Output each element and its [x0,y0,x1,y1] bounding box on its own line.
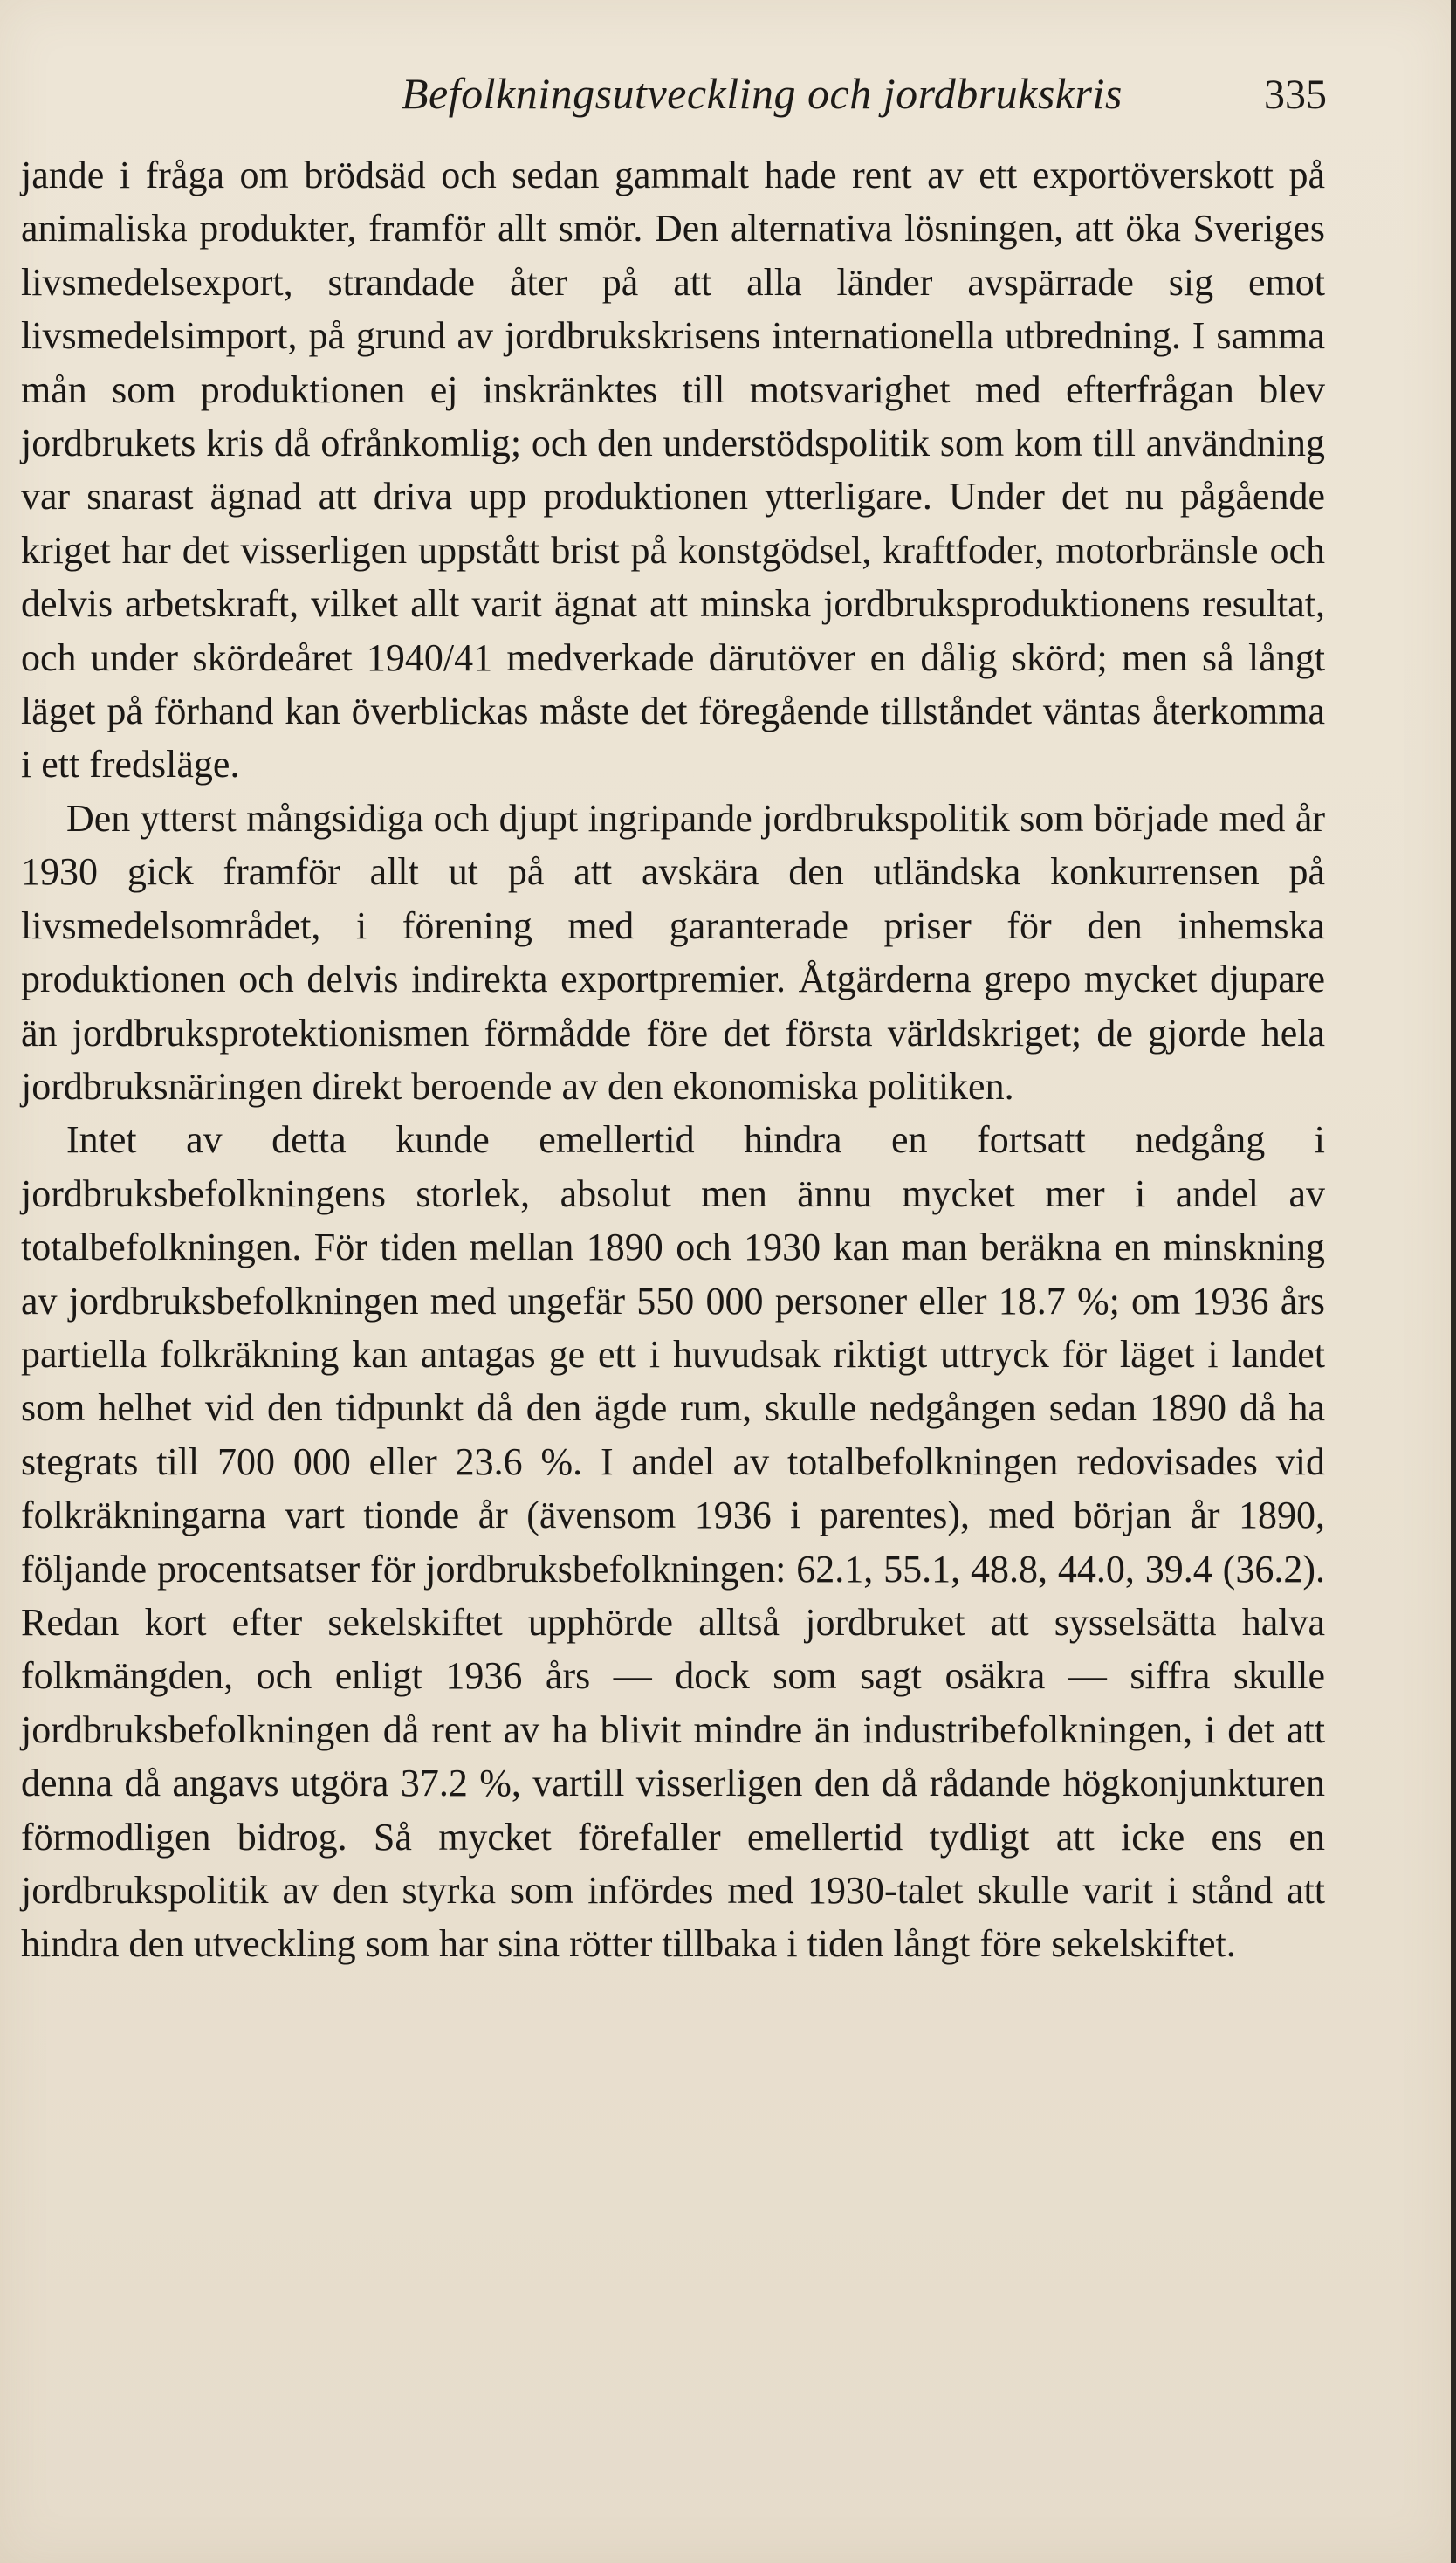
paragraph-2: Den ytterst mångsidiga och djupt ingripande jordbrukspolitik som började med år 1930 gick framför allt ut på att avskära den utländska konkurrensen på livsmedelsområdet, i förening med garanterade priser för den inhemska produktionen och delvis indirekta exportpremier. Åtgärderna grepo mycket djupare än jordbruksprotektionismen förmådde före det första världskriget; de gjorde hela jordbruksnäringen direkt beroende av den ekonomiska politiken. [21,796,1325,1108]
running-title: Befolkningsutveckling och jordbrukskris [402,69,1123,118]
running-header [402,68,1327,138]
paragraph-1: jande i fråga om brödsäd och sedan gammalt hade rent av ett exportöverskott på animaliska produkter, framför allt smör. Den alternativa lösningen, att öka Sveriges livsmedelsexport, strandade åter på att alla länder avspärrade sig emot livsmedelsimport, på grund av jordbrukskrisens internationella utbredning. I samma mån som produktionen ej inskränktes till motsvarighet med efterfrågan blev jordbrukets kris då ofrånkomlig; och den understödspolitik som kom till användning var snarast ägnad att driva upp produktionen ytterligare. Under det nu pågående kriget har det visserligen uppstått brist på konstgödsel, kraftfoder, motorbränsle och delvis arbetskraft, vilket allt varit ägnat att minska jordbruksproduktionens resultat, och under skördeåret 1940/41 medverkade därutöver en dålig skörd; men så långt läget på förhand kan överblickas måste det föregående tillståndet väntas återkomma i ett fredsläge. [21,154,1325,787]
page-number: 335 [1264,72,1327,118]
paragraph-3: Intet av detta kunde emellertid hindra en fortsatt nedgång i jordbruksbefolkningens storlek, absolut men ännu mycket mer i andel av totalbefolkningen. För tiden mellan 1890 och 1930 kan man beräkna en minskning av jordbruksbefolkningen med ungefär 550 000 personer eller 18.7 %; om 1936 års partiella folkräkning kan antagas ge ett i huvudsak riktigt uttryck för läget i landet som helhet vid den tidpunkt då den ägde rum, skulle nedgången sedan 1890 då ha stegrats till 700 000 eller 23.6 %. I andel av totalbefolkningen redovisades vid folkräkningarna vart tionde år (ävensom 1936 i parentes), med början år 1890, följande procentsatser för jordbruksbefolkningen: 62.1, 55.1, 48.8, 44.0, 39.4 (36.2). Redan kort efter sekelskiftet upphörde alltså jordbruket att sysselsätta halva folkmängden, och enligt 1936 års — dock som sagt osäkra — siffra skulle jordbruksbefolkningen då rent av ha blivit mindre än industribefolkningen, i det att denna då angavs utgöra 37.2 %, vartill visserligen den då rådande högkonjunkturen förmodligen bidrog. Så mycket förefaller emellertid tydligt att icke ens en jordbrukspolitik av den styrka som infördes med 1930-talet skulle varit i stånd att hindra den utveckling som har sina rötter tillbaka i tiden långt före sekelskiftet. [21,1118,1325,1966]
body-text [21,148,1325,1971]
